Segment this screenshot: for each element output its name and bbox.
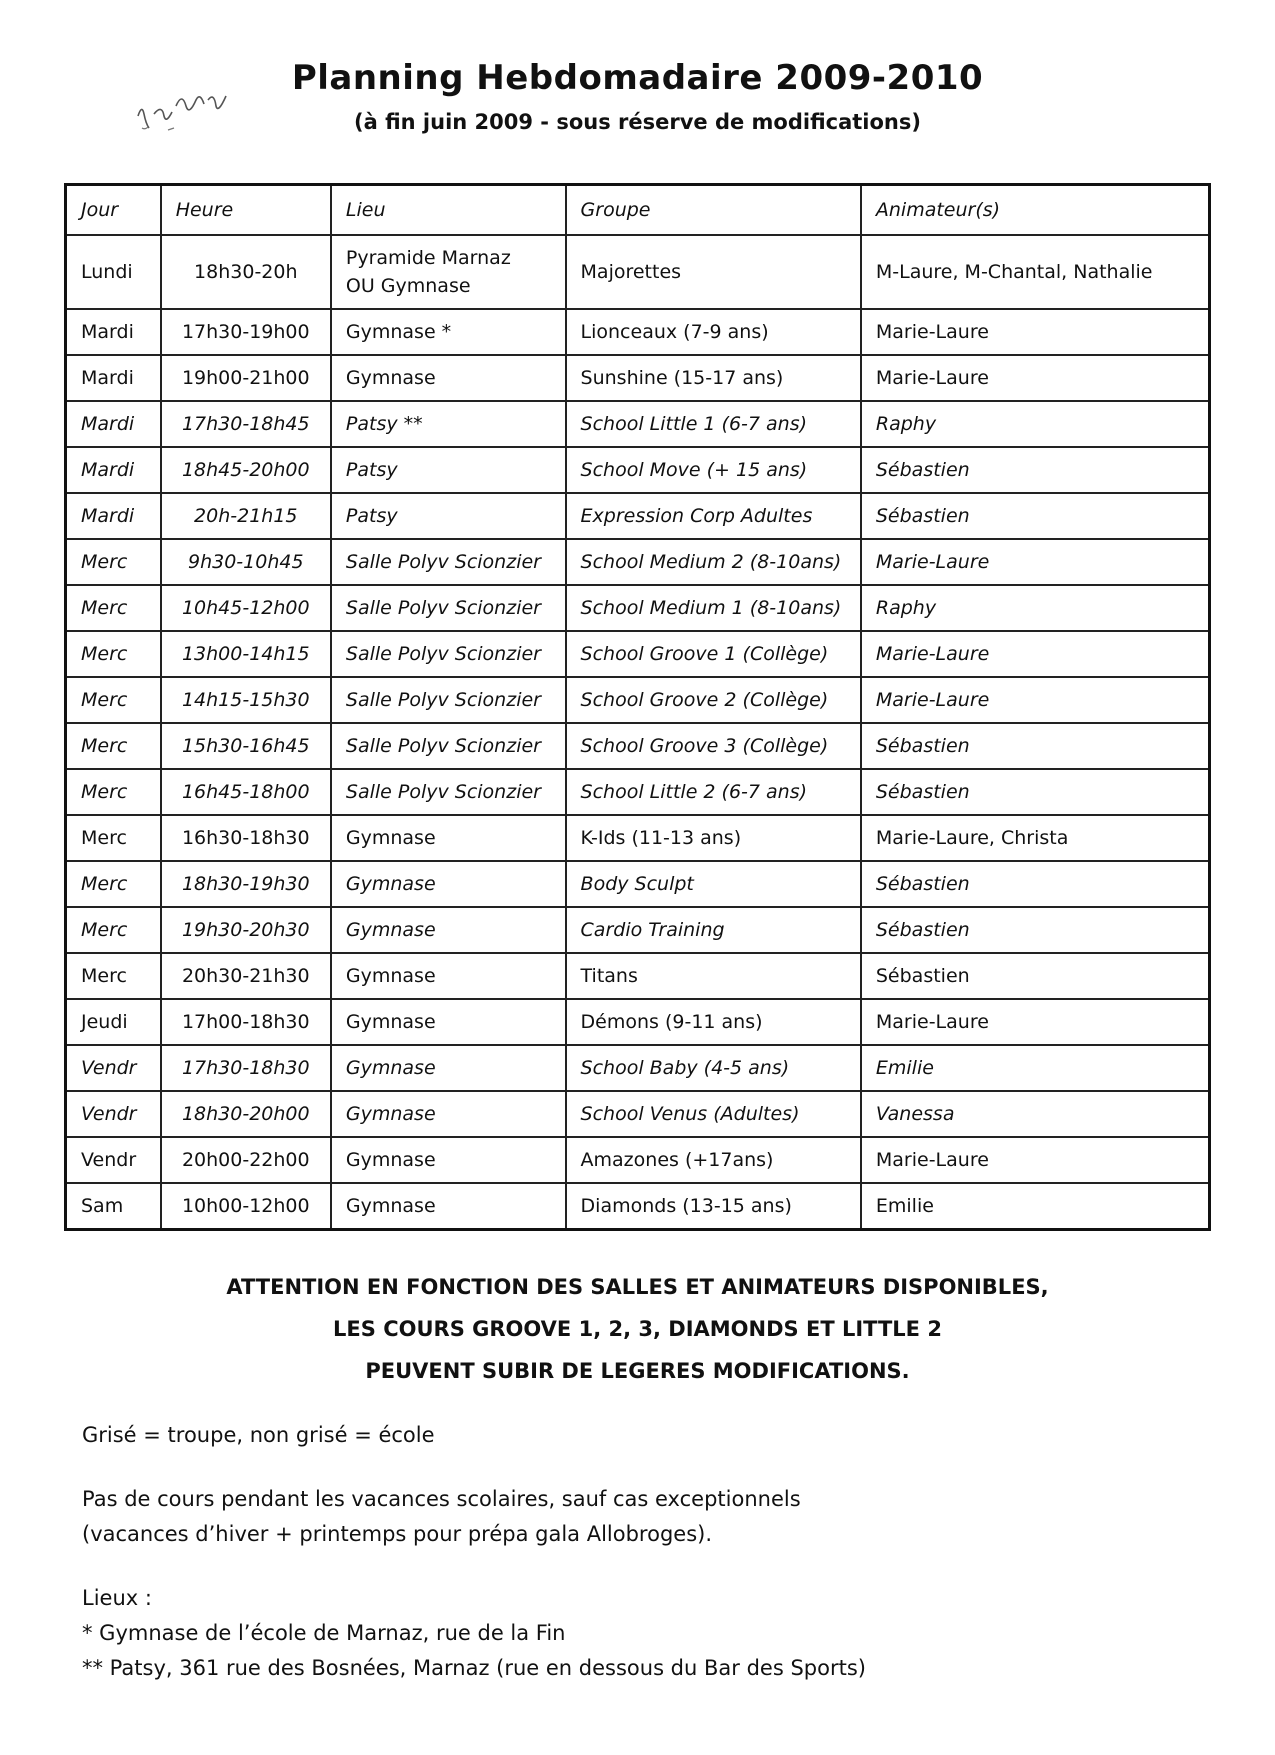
cell-animateur: Marie-Laure: [861, 309, 1210, 355]
table-row: [66, 953, 1210, 999]
table-row: [66, 401, 1210, 447]
cell-heure: 18h45-20h00: [161, 447, 331, 493]
cell-groupe: School Little 2 (6-7 ans): [566, 769, 861, 815]
table-row: [66, 539, 1210, 585]
column-header-groupe: Groupe: [566, 185, 861, 236]
cell-groupe: School Medium 1 (8-10ans): [566, 585, 861, 631]
table-row: [66, 1091, 1210, 1137]
cell-jour: Jeudi: [66, 999, 161, 1045]
cell-groupe: School Venus (Adultes): [566, 1091, 861, 1137]
cell-heure: 19h00-21h00: [161, 355, 331, 401]
cell-lieu: Salle Polyv Scionzier: [331, 723, 566, 769]
cell-groupe: School Medium 2 (8-10ans): [566, 539, 861, 585]
cell-animateur: Marie-Laure: [861, 631, 1210, 677]
table-row: [66, 769, 1210, 815]
table-row: [66, 1183, 1210, 1230]
cell-jour: Vendr: [66, 1137, 161, 1183]
cell-jour: Merc: [66, 677, 161, 723]
cell-groupe: School Groove 3 (Collège): [566, 723, 861, 769]
cell-jour: Merc: [66, 631, 161, 677]
cell-lieu: Gymnase: [331, 355, 566, 401]
schedule-table: [64, 183, 1211, 1231]
table-row: [66, 585, 1210, 631]
cell-lieu: Salle Polyv Scionzier: [331, 677, 566, 723]
cell-jour: Vendr: [66, 1091, 161, 1137]
table-row: [66, 309, 1210, 355]
cell-lieu: Salle Polyv Scionzier: [331, 631, 566, 677]
attention-line-3: PEUVENT SUBIR DE LEGERES MODIFICATIONS.: [365, 1359, 910, 1383]
column-header-jour: Jour: [66, 185, 161, 236]
cell-groupe: School Baby (4-5 ans): [566, 1045, 861, 1091]
cell-animateur: Emilie: [861, 1183, 1210, 1230]
cell-heure: 14h15-15h30: [161, 677, 331, 723]
cell-jour: Vendr: [66, 1045, 161, 1091]
cell-heure: 9h30-10h45: [161, 539, 331, 585]
table-row: [66, 907, 1210, 953]
schedule-table-body: [66, 235, 1210, 1230]
cell-groupe: Cardio Training: [566, 907, 861, 953]
table-row: [66, 235, 1210, 309]
cell-groupe: Démons (9-11 ans): [566, 999, 861, 1045]
cell-groupe: Diamonds (13-15 ans): [566, 1183, 861, 1230]
cell-lieu: Salle Polyv Scionzier: [331, 769, 566, 815]
cell-lieu: Patsy **: [331, 401, 566, 447]
cell-lieu: Gymnase: [331, 1183, 566, 1230]
cell-groupe: Amazones (+17ans): [566, 1137, 861, 1183]
table-row: [66, 447, 1210, 493]
cell-heure: 18h30-20h00: [161, 1091, 331, 1137]
cell-animateur: Marie-Laure: [861, 677, 1210, 723]
cell-groupe: K-Ids (11-13 ans): [566, 815, 861, 861]
cell-lieu: Gymnase: [331, 953, 566, 999]
cell-jour: Mardi: [66, 401, 161, 447]
cell-jour: Merc: [66, 769, 161, 815]
cell-animateur: Marie-Laure, Christa: [861, 815, 1210, 861]
table-row: [66, 1137, 1210, 1183]
cell-jour: Mardi: [66, 447, 161, 493]
attention-line-1: ATTENTION EN FONCTION DES SALLES ET ANIMATEURS DISPONIBLES,: [226, 1275, 1049, 1299]
vacances-line-2: (vacances d’hiver + printemps pour prépa gala Allobroges).: [82, 1522, 712, 1546]
cell-heure: 17h30-19h00: [161, 309, 331, 355]
table-row: [66, 677, 1210, 723]
cell-animateur: Raphy: [861, 585, 1210, 631]
cell-lieu: Gymnase: [331, 1091, 566, 1137]
column-header-lieu: Lieu: [331, 185, 566, 236]
cell-lieu-line-2: OU Gymnase: [345, 275, 471, 297]
cell-lieu: Salle Polyv Scionzier: [331, 585, 566, 631]
table-row: [66, 355, 1210, 401]
cell-animateur: Sébastien: [861, 493, 1210, 539]
cell-groupe: Expression Corp Adultes: [566, 493, 861, 539]
table-row: [66, 999, 1210, 1045]
cell-heure: 18h30-20h: [161, 235, 331, 309]
cell-animateur: Sébastien: [861, 907, 1210, 953]
cell-groupe: School Groove 2 (Collège): [566, 677, 861, 723]
notes-section: [82, 1418, 1182, 1715]
legend-note: [82, 1418, 1182, 1453]
attention-notice: [0, 1266, 1275, 1392]
cell-animateur: Sébastien: [861, 953, 1210, 999]
cell-animateur: Marie-Laure: [861, 355, 1210, 401]
cell-lieu: Gymnase: [331, 1045, 566, 1091]
cell-heure: 15h30-16h45: [161, 723, 331, 769]
cell-heure: 17h30-18h30: [161, 1045, 331, 1091]
cell-jour: Mardi: [66, 309, 161, 355]
cell-animateur: Sébastien: [861, 447, 1210, 493]
cell-animateur: M-Laure, M-Chantal, Nathalie: [861, 235, 1210, 309]
cell-animateur: Marie-Laure: [861, 539, 1210, 585]
cell-groupe: Sunshine (15-17 ans): [566, 355, 861, 401]
cell-groupe: Lionceaux (7-9 ans): [566, 309, 861, 355]
cell-jour: Merc: [66, 585, 161, 631]
cell-groupe: Body Sculpt: [566, 861, 861, 907]
page-title: Planning Hebdomadaire 2009-2010: [291, 58, 984, 98]
cell-lieu: [331, 235, 566, 309]
cell-lieu: Gymnase: [331, 861, 566, 907]
cell-jour: Merc: [66, 815, 161, 861]
cell-groupe: School Move (+ 15 ans): [566, 447, 861, 493]
cell-jour: Merc: [66, 539, 161, 585]
cell-animateur: Marie-Laure: [861, 1137, 1210, 1183]
cell-groupe: School Groove 1 (Collège): [566, 631, 861, 677]
attention-line-2: LES COURS GROOVE 1, 2, 3, DIAMONDS ET LITTLE 2: [333, 1317, 942, 1341]
cell-lieu: Gymnase: [331, 907, 566, 953]
cell-groupe: Titans: [566, 953, 861, 999]
cell-heure: 10h45-12h00: [161, 585, 331, 631]
cell-jour: Merc: [66, 907, 161, 953]
cell-animateur: Vanessa: [861, 1091, 1210, 1137]
cell-heure: 10h00-12h00: [161, 1183, 331, 1230]
lieu-2-address: ** Patsy, 361 rue des Bosnées, Marnaz (rue en dessous du Bar des Sports): [82, 1656, 866, 1680]
cell-heure: 16h30-18h30: [161, 815, 331, 861]
cell-animateur: Sébastien: [861, 769, 1210, 815]
lieux-heading: Lieux :: [82, 1586, 152, 1610]
page-subtitle: (à fin juin 2009 - sous réserve de modifications): [354, 110, 921, 134]
cell-lieu: Gymnase *: [331, 309, 566, 355]
cell-heure: 16h45-18h00: [161, 769, 331, 815]
table-row: [66, 1045, 1210, 1091]
cell-heure: 18h30-19h30: [161, 861, 331, 907]
cell-animateur: Raphy: [861, 401, 1210, 447]
cell-heure: 17h00-18h30: [161, 999, 331, 1045]
lieu-1-address: * Gymnase de l’école de Marnaz, rue de la Fin: [82, 1621, 566, 1645]
table-header-row: [66, 185, 1210, 236]
column-header-heure: Heure: [161, 185, 331, 236]
lieux-note: [82, 1581, 1182, 1686]
vacances-line-1: Pas de cours pendant les vacances scolaires, sauf cas exceptionnels: [82, 1487, 801, 1511]
cell-animateur: Sébastien: [861, 723, 1210, 769]
cell-groupe: School Little 1 (6-7 ans): [566, 401, 861, 447]
cell-groupe: Majorettes: [566, 235, 861, 309]
cell-lieu: Patsy: [331, 493, 566, 539]
cell-lieu: Gymnase: [331, 1137, 566, 1183]
table-row: [66, 631, 1210, 677]
cell-animateur: Marie-Laure: [861, 999, 1210, 1045]
cell-jour: Merc: [66, 723, 161, 769]
cell-jour: Mardi: [66, 355, 161, 401]
cell-heure: 19h30-20h30: [161, 907, 331, 953]
table-row: [66, 861, 1210, 907]
legend-text: Grisé = troupe, non grisé = école: [82, 1423, 435, 1447]
column-header-animateurs: Animateur(s): [861, 185, 1210, 236]
table-row: [66, 815, 1210, 861]
cell-heure: 20h30-21h30: [161, 953, 331, 999]
cell-jour: Sam: [66, 1183, 161, 1230]
cell-jour: Mardi: [66, 493, 161, 539]
cell-jour: Lundi: [66, 235, 161, 309]
cell-jour: Merc: [66, 861, 161, 907]
cell-heure: 20h00-22h00: [161, 1137, 331, 1183]
table-row: [66, 723, 1210, 769]
cell-lieu: Gymnase: [331, 999, 566, 1045]
cell-heure: 20h-21h15: [161, 493, 331, 539]
cell-heure: 13h00-14h15: [161, 631, 331, 677]
cell-lieu: Gymnase: [331, 815, 566, 861]
vacances-note: [82, 1482, 1182, 1552]
cell-animateur: Emilie: [861, 1045, 1210, 1091]
cell-heure: 17h30-18h45: [161, 401, 331, 447]
cell-animateur: Sébastien: [861, 861, 1210, 907]
cell-jour: Merc: [66, 953, 161, 999]
cell-lieu-line-1: Pyramide Marnaz: [345, 247, 511, 269]
table-row: [66, 493, 1210, 539]
cell-lieu: Patsy: [331, 447, 566, 493]
cell-lieu: Salle Polyv Scionzier: [331, 539, 566, 585]
